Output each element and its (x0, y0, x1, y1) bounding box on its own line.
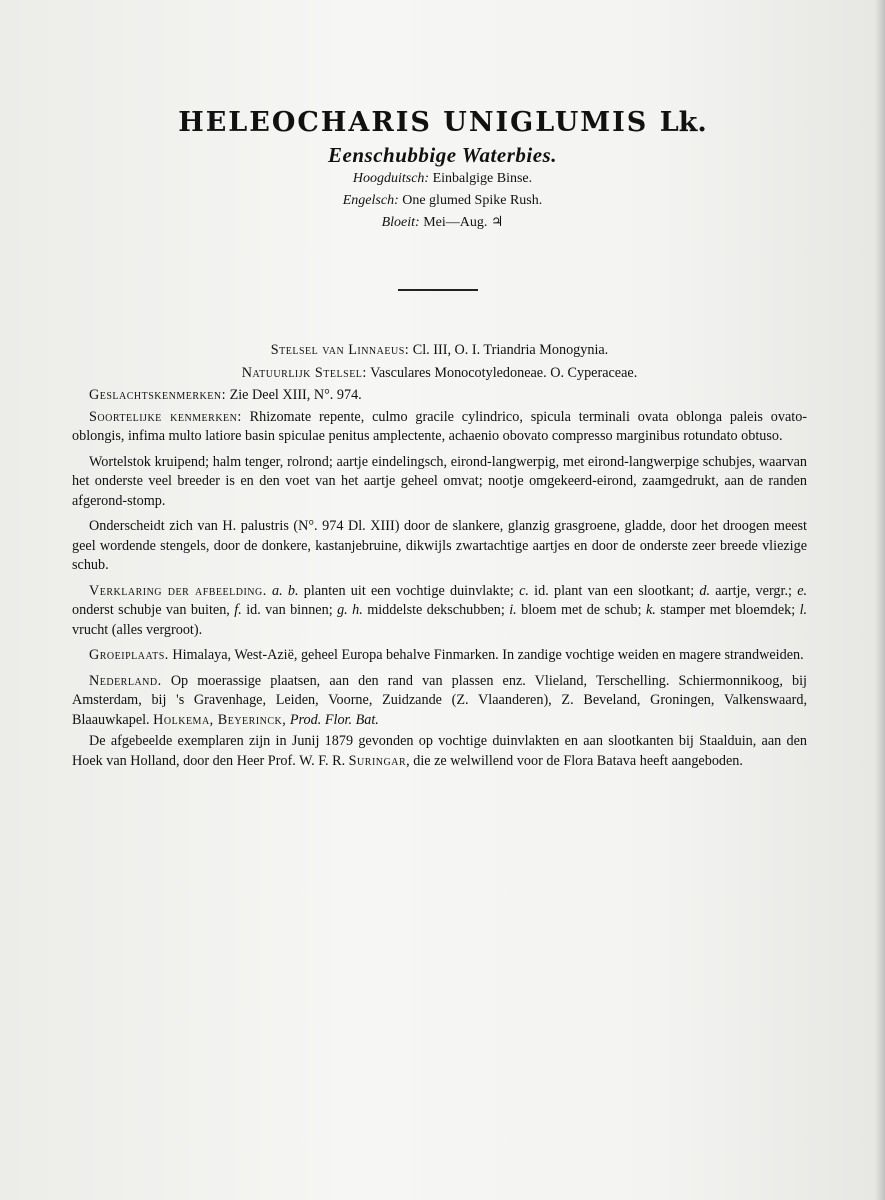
natural-label: Natuurlijk Stelsel: (241, 364, 367, 381)
netherlands-label: Nederland. (89, 672, 162, 689)
specimens-text-2: , die ze welwillend voor de Flora Batava heeft aangeboden. (406, 752, 743, 769)
fig-letter-g: g. h. (337, 602, 363, 618)
title-author: Lk. (659, 107, 707, 138)
netherlands (72, 672, 807, 731)
german-label: Hoogduitsch: (352, 171, 430, 186)
fig-text-7: bloem met de schub; (521, 602, 642, 618)
fig-letter-a: a. b. (272, 582, 299, 599)
habitat (72, 646, 807, 666)
specimens-text-1: De afgebeelde exemplaren zijn in Junij 1879 gevonden op vochtige duinvlakten en aan slootkanten bij Staalduin, aan den Hoek van Holland, door den Heer Prof. W. F. R. (72, 733, 807, 769)
dutch-name: Eenschubbige Waterbies. (328, 143, 557, 167)
fig-text-4: onderst schubje van buiten, (72, 602, 230, 618)
fig-letter-l: l. (799, 602, 808, 618)
fig-text-1: planten uit een vochtige duinvlakte; (303, 582, 514, 599)
header-divider (398, 289, 478, 291)
netherlands-names: Holkema, Beyerinck, (153, 711, 287, 728)
german-name: Einbalgige Binse. (432, 171, 533, 186)
figure-explanation (72, 582, 807, 641)
genus-text: Zie Deel XIII, N°. 974. (229, 387, 362, 403)
netherlands-ref: Prod. Flor. Bat. (289, 711, 379, 728)
fig-letter-i: i. (509, 602, 517, 618)
fig-text-5: id. van binnen; (246, 602, 333, 618)
fig-text-6: middelste dekschubben; (367, 602, 505, 618)
linnaeus-system (72, 341, 807, 361)
species-text: Rhizomate repente, culmo gracile cylindrico, spicula terminali ovata oblonga paleis ovato-oblongis, infima multo latiore basin spiculae penitus amplectente, achaenio obovato compresso marginibus rotundato obtuso. (72, 408, 808, 444)
species-title (0, 106, 885, 140)
bloom-label: Bloeit: (381, 215, 420, 230)
description: Wortelstok kruipend; halm tenger, rolrond; aartje eindelingsch, eirond-langwerpig, met eirond-langwerpige schubjes, waarvan het onderste veel breeder is en den voet van het aartje geheel omvat; nootje omgekeerd-eirond, zaamgedrukt, aan de randen afgerond-stomp. (72, 453, 807, 509)
title-main: HELEOCHARIS UNIGLUMIS (178, 107, 649, 138)
species-characters (72, 408, 807, 447)
fig-letter-e: e. (797, 582, 808, 599)
fig-letter-f: f. (234, 602, 242, 618)
fig-letter-k: k. (645, 602, 656, 618)
english-name: One glumed Spike Rush. (402, 193, 543, 208)
explanation-label: Verklaring der afbeelding. (89, 582, 267, 599)
linnaeus-text: Cl. III, O. I. Triandria Monogynia. (412, 342, 609, 358)
fig-text-2: id. plant van een slootkant; (534, 582, 695, 599)
bloom-value: Mei—Aug. ♃ (423, 215, 504, 230)
fig-text-9: vrucht (alles vergroot). (72, 621, 203, 638)
linnaeus-label: Stelsel van Linnaeus: (270, 342, 410, 358)
specimens (72, 732, 807, 771)
specimens-name: Suringar (348, 752, 407, 769)
bloom-line (0, 212, 885, 234)
natural-text: Vasculares Monocotyledoneae. O. Cyperaceae. (370, 364, 638, 381)
header (0, 106, 885, 234)
fig-letter-c: c. (519, 582, 529, 599)
fig-letter-d: d. (699, 582, 711, 599)
fig-text-8: stamper met bloemdek; (660, 602, 796, 618)
genus-characters (72, 386, 807, 406)
habitat-text: Himalaya, West-Azië, geheel Europa behalve Finmarken. In zandige vochtige weiden en magere strandweiden. (172, 647, 804, 663)
genus-label: Geslachtskenmerken: (89, 387, 227, 403)
difference: Onderscheidt zich van H. palustris (N°. 974 Dl. XIII) door de slankere, glanzig grasgroene, gladde, door het droogen meest geel wordende stengels, door de donkere, kastanjebruine, dikwijls zwartachtige aartjes en door de onderste zeer breede vliezige schub. (72, 518, 807, 573)
fig-text-3: aartje, vergr.; (715, 582, 792, 599)
body-text (72, 341, 807, 777)
habitat-label: Groeiplaats. (89, 647, 169, 663)
english-name-line (0, 190, 885, 212)
english-label: Engelsch: (342, 193, 399, 208)
species-label: Soortelijke kenmerken: (89, 408, 242, 425)
natural-system (72, 364, 807, 384)
netherlands-text: Op moerassige plaatsen, aan den rand van plassen enz. Vlieland, Terschelling. Schiermonnikoog, bij Amsterdam, bij 's Gravenhage, Leiden, Voorne, Zuidzande (Z. Vlaanderen), Z. Beveland, Groningen, Valkenswaard, Blaauwkapel. (72, 672, 807, 728)
german-name-line (0, 168, 885, 190)
